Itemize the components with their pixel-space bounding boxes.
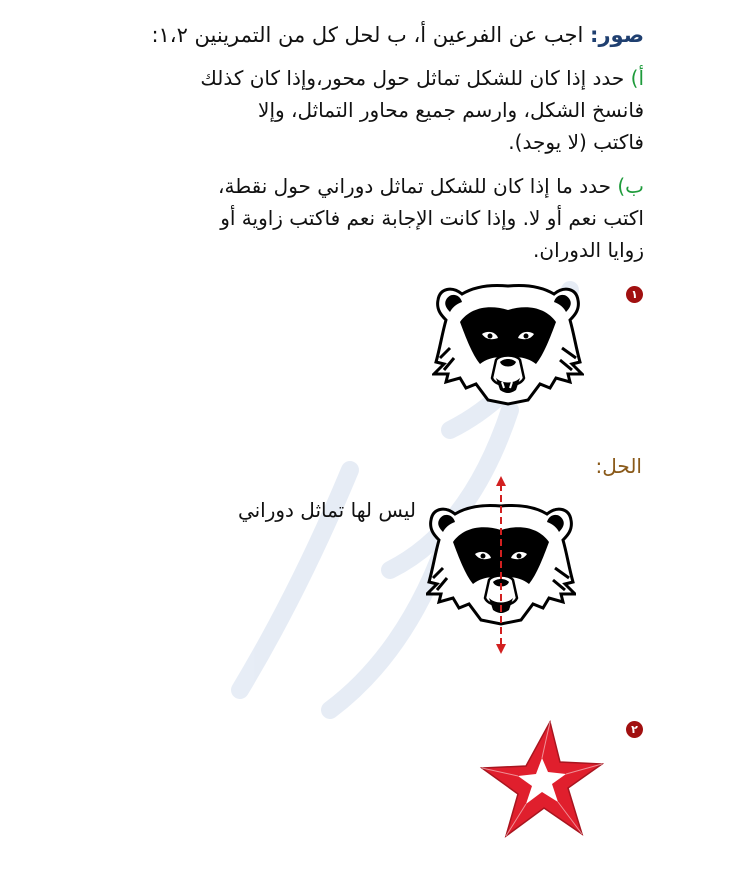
item-a-marker: أ) [630,66,644,90]
exercise-number-badge-2: ٢ [626,721,643,738]
exercise-instructions [84,20,644,50]
exercise-number-badge: ١ [626,286,643,303]
bear-face-figure [432,278,584,410]
item-a-line1: حدد إذا كان للشكل تماثل حول محور،وإذا كان كذلك [200,66,631,90]
item-b [124,170,644,266]
item-a [124,62,644,158]
solution-answer: ليس لها تماثل دوراني [237,498,416,522]
bear-face-solution-figure [426,476,576,656]
item-b-marker: ب) [617,174,644,198]
item-b-line3: زوايا الدوران. [533,238,644,262]
item-b-line2: اكتب نعم أو لا. وإذا كانت الإجابة نعم فاكتب زاوية أو [220,206,644,230]
item-b-line1: حدد ما إذا كان للشكل تماثل دوراني حول نقطة، [218,174,618,198]
item-a-line2: فانسخ الشكل، وارسم جميع محاور التماثل، وإلا [258,98,644,122]
bear-drawing [434,285,582,404]
red-star-figure [478,718,604,842]
item-a-line3: فاكتب (لا يوجد). [508,130,644,154]
solution-label: الحل: [595,454,642,478]
instruction-text: اجب عن الفرعين أ، ب لحل كل من التمرينين ١،٢: [151,23,591,47]
instruction-keyword: صور: [590,23,644,47]
